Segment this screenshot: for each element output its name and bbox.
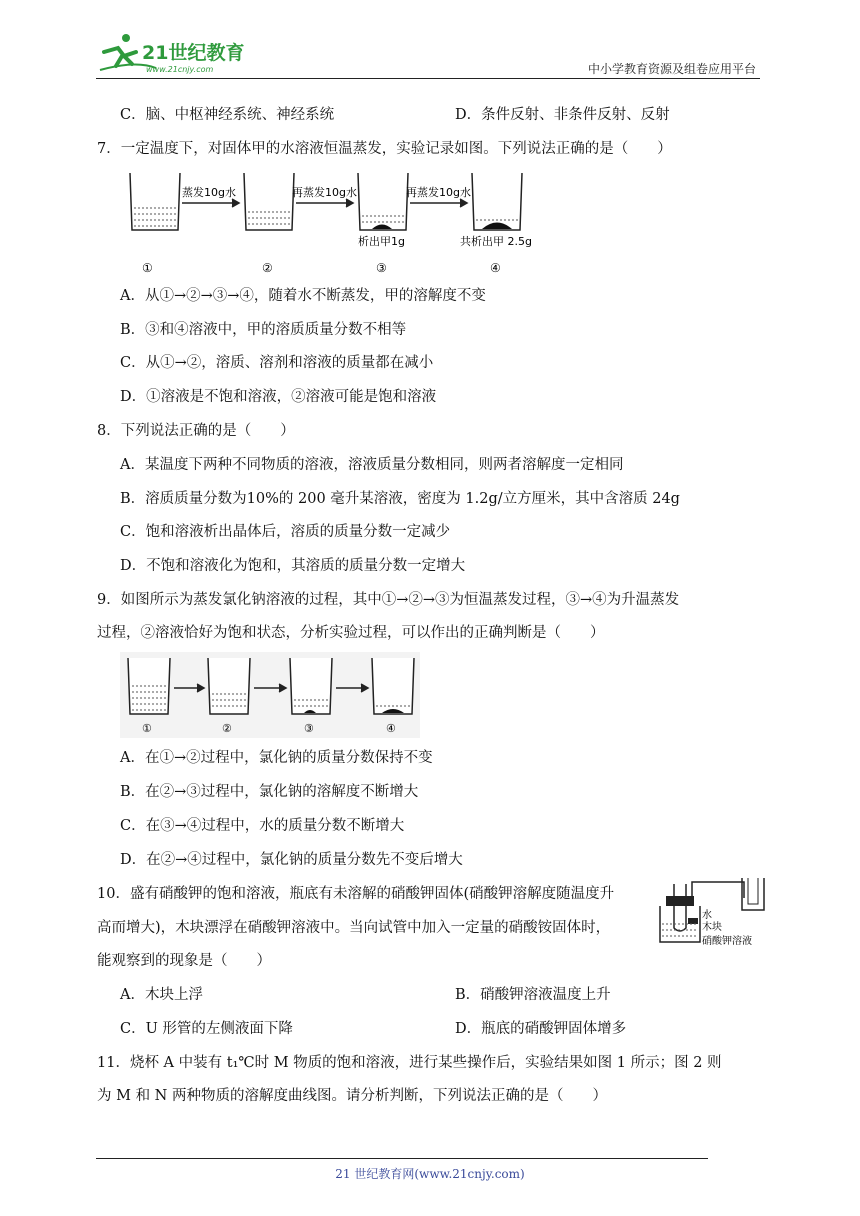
q7-label-3: ③ <box>376 261 387 275</box>
q10-option-d: D．瓶底的硝酸钾固体增多 <box>455 1021 627 1037</box>
footer-text: 21 世纪教育网(www.21cnjy.com) <box>335 1167 525 1181</box>
q8-option-a: A．某温度下两种不同物质的溶液，溶液质量分数相同，则两者溶解度一定相同 <box>120 457 624 473</box>
svg-text:www.21cnjy.com: www.21cnjy.com <box>146 65 214 74</box>
q7-note4: 共析出甲 2.5g <box>460 235 532 248</box>
q9-option-a: A．在①→②过程中，氯化钠的质量分数保持不变 <box>120 750 433 766</box>
q10-label-block: 木块 <box>702 922 722 933</box>
q10-label-water: 水 <box>702 910 712 921</box>
q7-label-2: ② <box>262 261 273 275</box>
q8-option-d: D．不饱和溶液化为饱和，其溶质的质量分数一定增大 <box>120 558 466 574</box>
q9-option-c: C．在③→④过程中，水的质量分数不断增大 <box>120 818 405 834</box>
q9-stem-line1: 9．如图所示为蒸发氯化钠溶液的过程，其中①→②→③为恒温蒸发过程，③→④为升温蒸发 <box>97 592 680 608</box>
q9-label-2: ② <box>222 722 232 735</box>
q7-figure <box>120 168 540 278</box>
q7-arrow2-label: 再蒸发10g水 <box>292 186 357 199</box>
q8-option-c: C．饱和溶液析出晶体后，溶质的质量分数一定减少 <box>120 524 451 540</box>
q9-option-d: D．在②→④过程中，氯化钠的质量分数先不变后增大 <box>120 852 463 868</box>
q7-option-d: D．①溶液是不饱和溶液，②溶液可能是饱和溶液 <box>120 389 437 405</box>
q10-option-b: B．硝酸钾溶液温度上升 <box>455 987 611 1003</box>
q7-note3: 析出甲1g <box>358 235 405 248</box>
q11-stem-line2: 为 M 和 N 两种物质的溶解度曲线图。请分析判断，下列说法正确的是（ ） <box>97 1088 607 1104</box>
q7-label-1: ① <box>142 261 153 275</box>
q7-label-4: ④ <box>490 261 501 275</box>
q7-arrow1-label: 蒸发10g水 <box>182 186 236 199</box>
q9-label-4: ④ <box>386 722 396 735</box>
logo <box>96 30 266 78</box>
q8-stem: 8．下列说法正确的是（ ） <box>97 423 295 439</box>
q9-label-1: ① <box>142 722 152 735</box>
q11-stem-line1: 11．烧杯 A 中装有 t₁℃时 M 物质的饱和溶液，进行某些操作后，实验结果如图 1 所示；图 2 则 <box>97 1055 722 1071</box>
q10-stem-line1: 10．盛有硝酸钾的饱和溶液，瓶底有未溶解的硝酸钾固体(硝酸钾溶解度随温度升 <box>97 886 615 902</box>
q9-figure <box>120 652 420 738</box>
q9-option-b: B．在②→③过程中，氯化钠的溶解度不断增大 <box>120 784 419 800</box>
platform-title: 中小学教育资源及组卷应用平台 <box>587 62 756 76</box>
svg-text:21世纪教育: 21世纪教育 <box>142 42 245 64</box>
q9-stem-line2: 过程，②溶液恰好为饱和状态，分析实验过程，可以作出的正确判断是（ ） <box>97 625 605 641</box>
q7-option-a: A．从①→②→③→④，随着水不断蒸发，甲的溶解度不变 <box>120 288 486 304</box>
footer-divider <box>96 1158 708 1159</box>
q10-option-a: A．木块上浮 <box>120 987 203 1003</box>
header-divider <box>96 78 760 79</box>
q7-stem: 7．一定温度下，对固体甲的水溶液恒温蒸发，实验记录如图。下列说法正确的是（ ） <box>97 141 672 157</box>
q7-arrow3-label: 再蒸发10g水 <box>406 186 471 199</box>
q10-figure <box>652 876 772 952</box>
q7-option-b: B．③和④溶液中，甲的溶质质量分数不相等 <box>120 322 407 338</box>
q6-option-c: C．脑、中枢神经系统、神经系统 <box>120 107 335 123</box>
q10-stem-line2: 高而增大)，木块漂浮在硝酸钾溶液中。当向试管中加入一定量的硝酸铵固体时， <box>97 920 611 936</box>
q6-option-d: D．条件反射、非条件反射、反射 <box>455 107 670 123</box>
q7-option-c: C．从①→②，溶质、溶剂和溶液的质量都在减小 <box>120 355 434 371</box>
q9-label-3: ③ <box>304 722 314 735</box>
q10-stem-line3: 能观察到的现象是（ ） <box>97 953 271 969</box>
q10-option-c: C．U 形管的左侧液面下降 <box>120 1021 293 1037</box>
q8-option-b: B．溶质质量分数为10%的 200 毫升某溶液，密度为 1.2g/立方厘米，其中含溶质 24g <box>120 491 680 507</box>
q10-label-solution: 硝酸钾溶液 <box>702 936 752 947</box>
page-header <box>96 30 760 82</box>
